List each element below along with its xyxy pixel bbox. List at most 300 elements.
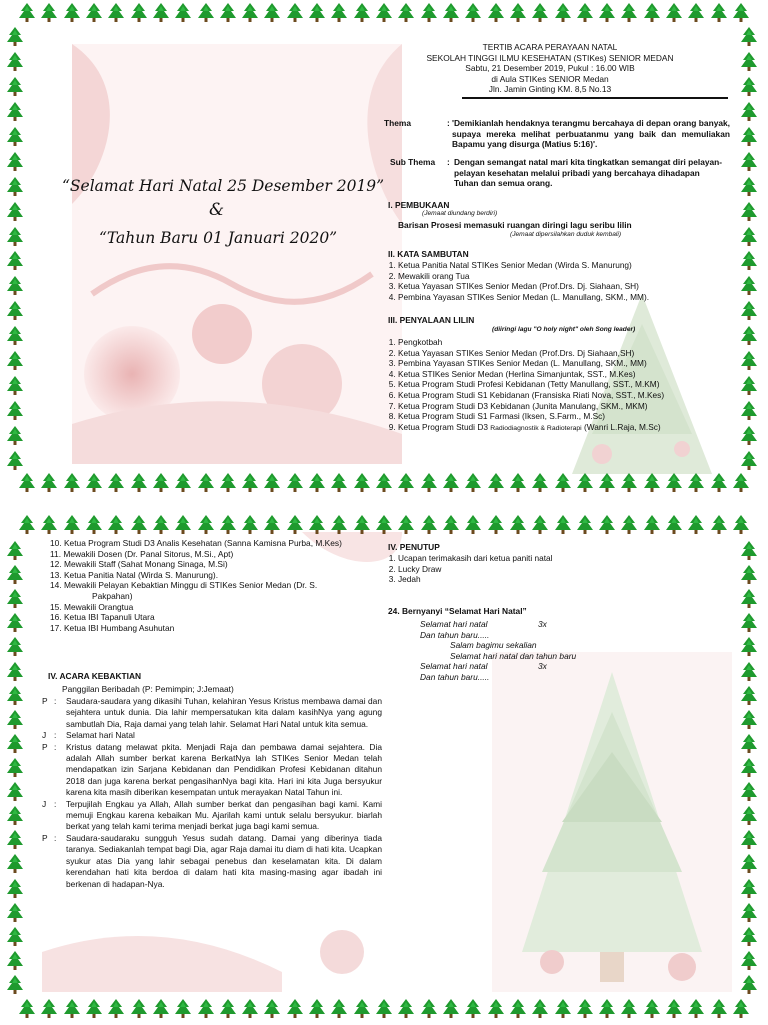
christmas-tree-icon [152,472,170,494]
christmas-tree-icon [710,514,728,536]
liturgy-text: Kristus datang melawat pkita. Menjadi Raja dan pembawa damai sejahtera. Dia adalah Allah sumber berkat karena BerkatNya lah STIKes Senior Medan telah mendapatkan izin Sarjana Kebidanan dan Pendidikan Profesi Kebidanan ditahun 2018 dan juga karena berkat pengasihanNya bagi kita. Hari ini kita Juga bersyukur karena kita masih diberikan kesempatan untuk merayakan Natal Tahun ini. [66,741,382,798]
christmas-tree-icon [6,636,24,658]
christmas-tree-icon [554,2,572,24]
christmas-tree-icon [130,2,148,24]
christmas-tree-icon [509,472,527,494]
list-item: 1. Ketua Panitia Natal STIKes Senior Medan (Wirda S. Manurung) [398,260,738,271]
christmas-tree-icon [397,514,415,536]
christmas-tree-icon [740,101,758,123]
tree-border-left-2 [6,540,28,996]
christmas-tree-icon [740,325,758,347]
christmas-tree-icon [6,76,24,98]
christmas-tree-icon [687,472,705,494]
christmas-tree-icon [740,805,758,827]
christmas-tree-icon [6,588,24,610]
list-item-text: Ketua Program Studi D3 [398,421,491,432]
christmas-tree-icon [197,998,215,1020]
christmas-tree-icon [740,781,758,803]
christmas-tree-icon [554,998,572,1020]
christmas-tree-icon [286,514,304,536]
christmas-tree-icon [85,472,103,494]
greeting-ampersand: & [209,200,225,220]
christmas-tree-icon [740,709,758,731]
christmas-tree-icon [263,472,281,494]
christmas-tree-icon [40,2,58,24]
christmas-tree-icon [464,514,482,536]
speaker-colon: : [54,798,57,809]
christmas-tree-icon [598,514,616,536]
program-page-1 [22,14,748,486]
lyric-line [420,640,700,651]
christmas-tree-icon [353,514,371,536]
christmas-tree-icon [40,514,58,536]
christmas-tree-icon [353,472,371,494]
christmas-tree-icon [6,733,24,755]
christmas-tree-icon [219,998,237,1020]
liturgy-entry [42,696,382,730]
list-item: 13. Ketua Panitia Natal (Wirda S. Manurung). [50,569,219,580]
penutup-heading: IV. PENUTUP [388,542,440,552]
list-item: 17. Ketua IBI Humbang Asuhutan [50,622,175,633]
liturgy-entry [42,742,382,799]
christmas-tree-icon [330,514,348,536]
christmas-tree-icon [375,472,393,494]
liturgy-entry [42,833,382,890]
christmas-tree-icon [353,2,371,24]
christmas-tree-icon [6,151,24,173]
christmas-tree-icon [197,514,215,536]
christmas-tree-icon [375,2,393,24]
lyric-line [420,651,700,662]
christmas-tree-icon [464,472,482,494]
christmas-tree-icon [130,472,148,494]
christmas-tree-icon [375,998,393,1020]
christmas-tree-icon [732,998,750,1020]
christmas-tree-icon [487,998,505,1020]
list-item: 2. Mewakili orang Tua [398,271,738,282]
christmas-tree-icon [598,998,616,1020]
speaker-colon: : [54,832,57,843]
lyric-repeat: 3x [538,661,547,672]
christmas-tree-icon [397,2,415,24]
christmas-tree-icon [487,472,505,494]
christmas-tree-icon [6,540,24,562]
christmas-tree-icon [740,400,758,422]
christmas-tree-icon [509,998,527,1020]
christmas-tree-icon [174,998,192,1020]
christmas-tree-icon [740,201,758,223]
christmas-tree-icon [740,661,758,683]
sambutan-heading: II. KATA SAMBUTAN [388,249,469,259]
subthema-colon: : [447,157,450,167]
christmas-tree-icon [740,612,758,634]
christmas-tree-icon [18,998,36,1020]
christmas-tree-icon [6,425,24,447]
christmas-tree-icon [420,2,438,24]
christmas-tree-icon [740,757,758,779]
christmas-tree-icon [6,400,24,422]
christmas-tree-icon [442,472,460,494]
greeting-new-year: “Tahun Baru 01 Januari 2020” [99,229,338,247]
christmas-tree-icon [576,2,594,24]
christmas-tree-icon [107,472,125,494]
christmas-tree-icon [308,998,326,1020]
christmas-tree-icon [308,2,326,24]
christmas-tree-icon [63,998,81,1020]
christmas-tree-icon [107,998,125,1020]
christmas-tree-icon [219,2,237,24]
christmas-tree-icon [40,998,58,1020]
list-item: 16. Ketua IBI Tapanuli Utara [50,612,155,623]
christmas-tree-icon [531,998,549,1020]
christmas-tree-icon [576,998,594,1020]
christmas-tree-icon [531,514,549,536]
christmas-tree-icon [353,998,371,1020]
penutup-list [384,553,728,585]
program-header [400,42,700,95]
list-item: 4. Ketua STIKes Senior Medan (Herlina Simanjuntak, SST., M.Kes) [398,369,748,380]
lyric-repeat: 3x [538,619,547,629]
christmas-tree-icon [732,2,750,24]
christmas-tree-icon [6,757,24,779]
header-venue: di Aula STIKes SENIOR Medan [491,73,609,84]
christmas-tree-icon [531,2,549,24]
christmas-tree-icon [6,805,24,827]
lyric-line [420,661,700,672]
christmas-tree-icon [6,300,24,322]
list-item: 3. Jedah [398,574,728,585]
liturgy-text: Terpujilah Engkau ya Allah, Allah sumber berkat dan pengasihan bagi kami. Kami memuji Engkau karena kebaikan Mu. Ajarilah kami untuk selalu bersyukur. biarlah berkat yang telah kami terima menjadi berkat juga bagi kami semua. [66,798,382,832]
christmas-tree-icon [740,540,758,562]
lyric-text: Dan tahun baru..... [420,629,490,640]
sambutan-list [384,260,738,302]
list-item: 3. Ketua Yayasan STIKes Senior Medan (Prof.Drs. Dj. Siahaan, SH) [398,281,738,292]
christmas-tree-icon [174,472,192,494]
list-item: 1. Pengkotbah [398,337,748,348]
christmas-tree-icon [286,998,304,1020]
christmas-tree-icon [152,998,170,1020]
christmas-tree-icon [531,472,549,494]
christmas-tree-icon [620,472,638,494]
greeting-christmas: “Selamat Hari Natal 25 Desember 2019” [62,177,385,195]
christmas-tree-icon [740,902,758,924]
christmas-tree-icon [740,26,758,48]
christmas-tree-icon [6,878,24,900]
christmas-tree-icon [6,902,24,924]
christmas-tree-icon [6,926,24,948]
christmas-tree-icon [740,853,758,875]
christmas-tree-icon [152,514,170,536]
list-item: 7. Ketua Program Studi D3 Kebidanan (Junita Manulang, SKM., MKM) [398,401,748,412]
christmas-tree-icon [397,472,415,494]
christmas-tree-icon [241,472,259,494]
christmas-tree-icon [6,974,24,996]
christmas-tree-icon [6,26,24,48]
christmas-tree-icon [263,998,281,1020]
pembukaan-text: Barisan Prosesi memasuki ruangan diringi lagu seribu lilin [398,220,632,230]
speaker-label: J [42,798,47,809]
christmas-tree-icon [732,472,750,494]
christmas-tree-icon [740,151,758,173]
christmas-tree-icon [197,2,215,24]
christmas-tree-icon [18,514,36,536]
speaker-label: P [42,741,48,752]
lyric-text: Selamat hari natal [420,619,488,629]
christmas-tree-icon [665,514,683,536]
christmas-tree-icon [63,514,81,536]
christmas-tree-icon [6,853,24,875]
list-item: 8. Ketua Program Studi S1 Farmasi (Iksen, S.Farm., M.Sc) [398,411,748,422]
list-item: 14. Mewakili Pelayan Kebaktian Minggu di STIKes Senior Medan (Dr. S. [50,580,318,591]
song-title: Bernyanyi “Selamat Hari Natal” [399,606,527,616]
christmas-tree-icon [740,974,758,996]
christmas-tree-icon [6,450,24,472]
christmas-tree-icon [6,250,24,272]
christmas-tree-icon [107,2,125,24]
christmas-tree-icon [598,2,616,24]
christmas-tree-icon [620,514,638,536]
christmas-tree-icon [710,472,728,494]
lyric-text: Salam bagimu sekalian [450,640,537,651]
tree-border-left-1 [6,26,28,472]
lyric-text: Selamat hari natal [420,661,488,672]
christmas-tree-icon [464,998,482,1020]
christmas-tree-icon [263,2,281,24]
christmas-tree-icon [219,472,237,494]
tree-border-right-1 [740,26,762,472]
christmas-tree-icon [576,472,594,494]
christmas-tree-icon [6,176,24,198]
christmas-tree-icon [665,998,683,1020]
christmas-tree-icon [219,514,237,536]
liturgy-entries [42,696,382,890]
christmas-tree-icon [241,514,259,536]
christmas-tree-icon [554,472,572,494]
tree-border-top-1 [18,2,750,24]
christmas-tree-icon [509,2,527,24]
program-page-2 [22,512,748,996]
christmas-tree-icon [665,2,683,24]
christmas-tree-icon [308,472,326,494]
christmas-tree-icon [740,733,758,755]
christmas-tree-icon [740,685,758,707]
christmas-tree-icon [375,514,393,536]
christmas-tree-icon [6,781,24,803]
christmas-tree-icon [687,514,705,536]
lilin-list [384,337,748,434]
christmas-tree-icon [130,998,148,1020]
christmas-tree-icon [174,514,192,536]
christmas-tree-icon [330,472,348,494]
list-item: 11. Mewakili Dosen (Dr. Panal Sitorus, M.Si., Apt) [50,548,234,559]
header-divider [462,97,728,99]
christmas-tree-icon [18,472,36,494]
christmas-tree-icon [330,2,348,24]
christmas-tree-icon [740,51,758,73]
subthema-text: Dengan semangat natal mari kita tingkatkan semangat diri pelayan-pelayan kesehatan melalui pribadi yang bercahaya dihadapan Tuhan dan semua orang. [454,157,723,189]
christmas-tree-icon [6,325,24,347]
christmas-tree-icon [397,998,415,1020]
christmas-tree-icon [643,472,661,494]
christmas-tree-icon [740,375,758,397]
christmas-tree-icon [740,350,758,372]
christmas-tree-icon [740,564,758,586]
lyric-line [420,672,700,683]
christmas-tree-icon [308,514,326,536]
christmas-tree-icon [620,2,638,24]
list-item: 2. Ketua Yayasan STIKes Senior Medan (Prof.Drs. Dj Siahaan,SH) [398,348,748,359]
song-lyrics [420,619,700,683]
thema-text: 'Demikianlah hendaknya terangmu bercahaya di depan orang banyak, supaya mereka melihat perbuatanmu yang baik dan memuliakan Bapamu yang disurga (Matius 5:16)'. [452,118,730,150]
christmas-tree-icon [740,425,758,447]
christmas-tree-icon [420,472,438,494]
song-heading [388,606,527,617]
christmas-tree-icon [6,350,24,372]
christmas-tree-icon [442,514,460,536]
subthema-label: Sub Thema [390,157,436,167]
christmas-tree-icon [464,2,482,24]
christmas-tree-icon [6,950,24,972]
christmas-tree-icon [263,514,281,536]
christmas-tree-icon [197,472,215,494]
christmas-tree-icon [6,564,24,586]
christmas-tree-icon [740,588,758,610]
speaker-label: P [42,832,48,843]
liturgy-text: Selamat hari Natal [66,730,135,741]
christmas-tree-icon [6,685,24,707]
christmas-tree-icon [740,300,758,322]
christmas-background-art [72,44,402,464]
christmas-tree-icon [740,450,758,472]
christmas-tree-icon [687,2,705,24]
list-item: 4. Pembina Yayasan STIKes Senior Medan (L. Manullang, SKM., MM). [398,292,738,303]
thema-label: Thema [384,118,411,128]
christmas-tree-icon [6,51,24,73]
christmas-tree-icon [330,998,348,1020]
christmas-tree-icon [643,514,661,536]
christmas-tree-icon [85,514,103,536]
liturgy-text: Saudara-saudaraku sungguh Yesus sudah datang. Damai yang diberinya tiada taranya. Sediakanlah tempat bagi Dia, agar Raja damai itu diam di hati kita. Ucapkan syukur atas Dia yang lahir sebagai penebus dan keselamatan kita. Di dalam kerendahan hati kita berdoa di dalam hati kita masing-masing agar ibadah ini berkenan di hadapan-Nya. [66,832,382,889]
christmas-tree-icon [6,612,24,634]
header-date: Sabtu, 21 Desember 2019, Pukul : 16.00 WIB [465,63,635,74]
christmas-tree-icon [6,709,24,731]
liturgy-entry [42,730,382,741]
thema-colon: : [447,118,450,128]
christmas-tree-icon [420,998,438,1020]
list-item: Pakpahan) [92,590,133,601]
lilin-heading: III. PENYALAAN LILIN [388,315,475,325]
christmas-tree-icon [6,275,24,297]
christmas-tree-icon [740,126,758,148]
lilin-note: (diiringi lagu "O holy night" oleh Song leader) [492,326,636,333]
christmas-tree-icon [740,250,758,272]
tree-border-bottom-1 [18,472,750,494]
christmas-tree-icon [442,2,460,24]
christmas-tree-icon [152,2,170,24]
christmas-tree-icon [107,514,125,536]
tree-border-top-2 [18,514,750,536]
christmas-tree-icon [687,998,705,1020]
christmas-tree-icon [740,176,758,198]
lyric-text: Selamat hari natal dan tahun baru [450,650,577,661]
christmas-tree-icon [442,998,460,1020]
list-item: 3. Pembina Yayasan STIKes Senior Medan (L. Manullang, SKM., MM) [398,358,748,369]
christmas-tree-icon [63,472,81,494]
list-item: 6. Ketua Program Studi S1 Kebidanan (Fransiska Riati Nova, SST., M.Kes) [398,390,748,401]
christmas-tree-icon [420,514,438,536]
christmas-tree-icon [63,2,81,24]
christmas-tree-icon [620,998,638,1020]
liturgy-text: Saudara-saudara yang dikasihi Tuhan, kelahiran Yesus Kristus membawa damai dan sejahtera untuk dunia. Dia lahir mempersatukan kita dalam kasihNya yang agung sambutlah Dia, Raja damai yang telah lahir. Selamat Hari Natal untuk kita semua. [66,696,382,729]
pembukaan-heading: I. PEMBUKAAN [388,200,450,210]
pembukaan-note-sit: (Jemaat dipersilahkan duduk kembali) [510,231,622,238]
christmas-tree-icon [6,661,24,683]
tree-border-bottom-2 [18,998,750,1020]
speaker-label: P [42,696,48,706]
christmas-tree-icon [487,514,505,536]
list-item: 12. Mewakili Staff (Sahat Monang Sinaga, M.Si) [50,559,228,570]
list-item: 2. Lucky Draw [398,564,728,575]
christmas-tree-icon [18,2,36,24]
christmas-tree-icon [576,514,594,536]
christmas-tree-icon [40,472,58,494]
kebaktian-intro: Panggilan Beribadah (P: Pemimpin; J:Jemaat) [62,684,234,694]
christmas-tree-icon [732,514,750,536]
song-number: 24. [388,606,400,616]
list-item: 1. Ucapan terimakasih dari ketua paniti natal [398,553,728,564]
christmas-tree-icon [710,998,728,1020]
header-address: Jln. Jamin Ginting KM. 8,5 No.13 [488,84,612,95]
christmas-tree-icon [286,472,304,494]
christmas-tree-icon [241,2,259,24]
lyric-line [420,630,700,641]
christmas-tree-icon [6,829,24,851]
liturgy-entry [42,799,382,833]
speaker-label: J [42,730,47,741]
christmas-tree-icon [740,226,758,248]
list-item [398,422,748,435]
lyric-line [420,619,700,630]
christmas-tree-icon [174,2,192,24]
christmas-tree-icon [710,2,728,24]
christmas-tree-icon [740,636,758,658]
tree-border-right-2 [740,540,762,996]
list-item-program: Radiodiagnostik & Radioterapi [490,424,582,432]
pembukaan-note-stand: (Jemaat diundang berdiri) [422,210,498,217]
christmas-tree-icon [6,201,24,223]
christmas-tree-icon [740,275,758,297]
list-item-name: (Wanri L.Raja, M.Sc) [581,421,661,432]
kebaktian-heading: IV. ACARA KEBAKTIAN [48,671,142,681]
header-institution: SEKOLAH TINGGI ILMU KESEHATAN (STIKes) SENIOR MEDAN [426,52,674,63]
christmas-tree-icon [740,76,758,98]
christmas-tree-icon [6,375,24,397]
christmas-tree-icon [740,878,758,900]
christmas-tree-icon [643,2,661,24]
christmas-tree-icon [241,998,259,1020]
speaker-colon: : [54,741,57,752]
speaker-colon: : [54,730,57,741]
header-title: TERTIB ACARA PERAYAAN NATAL [482,42,618,52]
christmas-tree-icon [85,998,103,1020]
list-item: 10. Ketua Program Studi D3 Analis Kesehatan (Sanna Kamisna Purba, M.Kes) [50,538,342,548]
christmas-tree-icon [85,2,103,24]
list-item: 15. Mewakili Orangtua [50,601,134,612]
christmas-tree-icon [6,226,24,248]
christmas-tree-background-art [492,652,732,992]
christmas-tree-icon [487,2,505,24]
lyric-text: Dan tahun baru..... [420,671,490,682]
